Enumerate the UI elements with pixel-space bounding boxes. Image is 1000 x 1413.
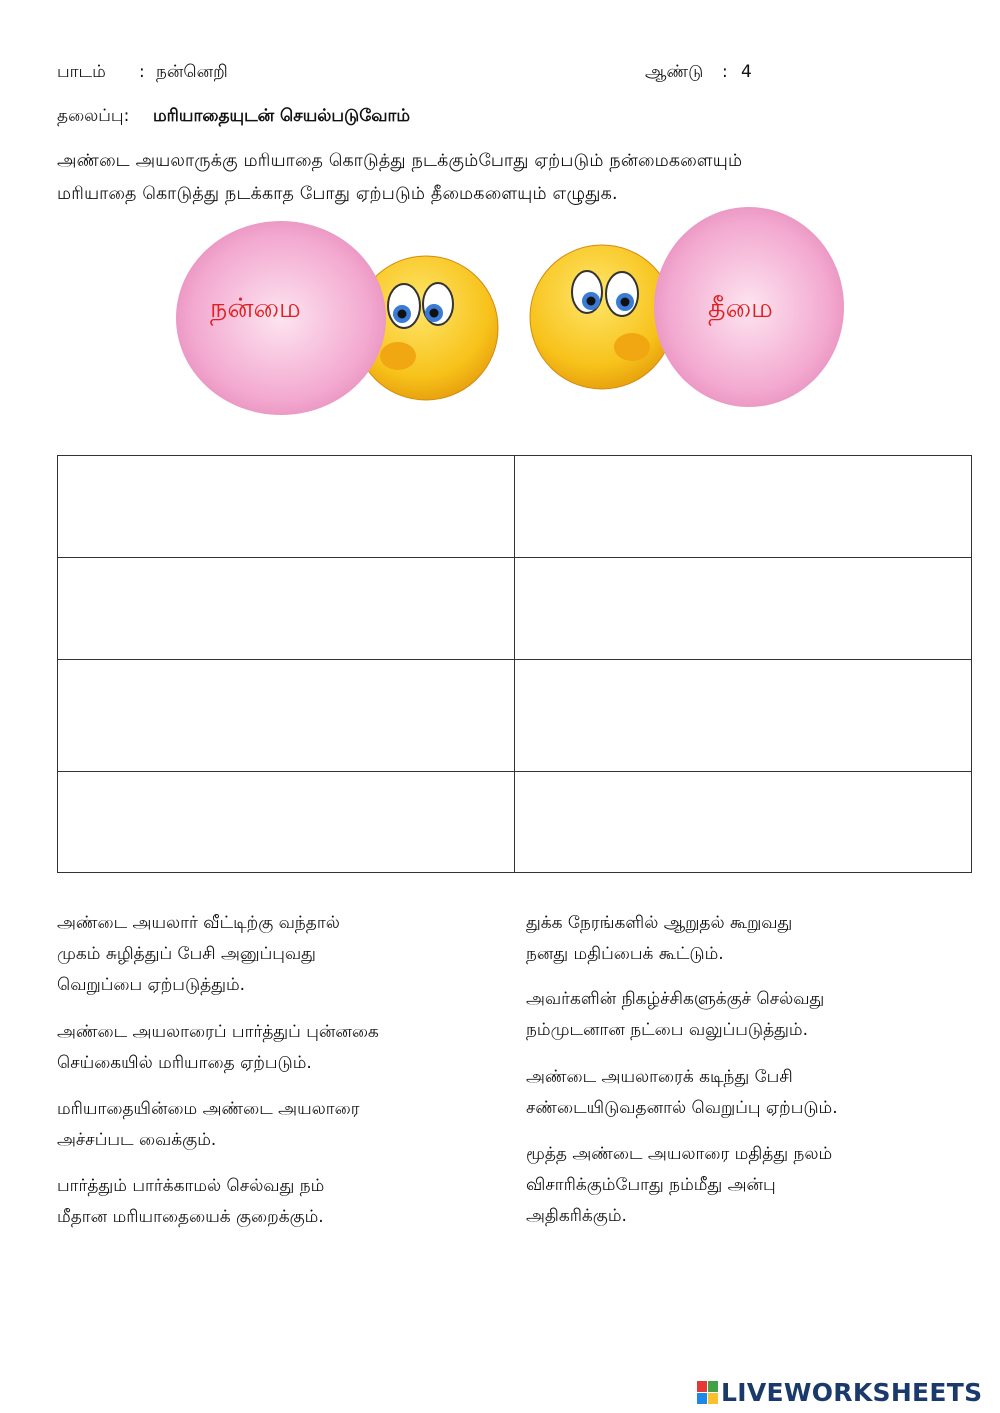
statement-card[interactable] (57, 908, 340, 1001)
statement-line: அதிகரிக்கும். (526, 1206, 627, 1226)
topic-label: தலைப்பு: (57, 106, 130, 126)
disadvantage-cell-3[interactable] (515, 660, 972, 772)
table-row (58, 558, 972, 660)
year-label: ஆண்டு (645, 62, 704, 82)
statement-line: அண்டை அயலார் வீட்டிற்கு வந்தால் (57, 913, 340, 933)
liveworksheets-wordmark: LIVEWORKSHEETS (721, 1378, 983, 1407)
advantage-cell-4[interactable] (58, 772, 515, 873)
liveworksheets-logo-icon (697, 1381, 719, 1405)
statement-line: சண்டையிடுவதனால் வெறுப்பு ஏற்படும். (526, 1098, 838, 1118)
table-row (58, 660, 972, 772)
statement-line: பார்த்தும் பார்க்காமல் செல்வது நம் (57, 1176, 325, 1196)
statement-line: விசாரிக்கும்போது நம்மீது அன்பு (526, 1175, 776, 1195)
disadvantage-cell-2[interactable] (515, 558, 972, 660)
disadvantage-label: தீமை (708, 293, 773, 324)
statement-card[interactable] (526, 1139, 832, 1232)
statement-line: அவர்களின் நிகழ்ச்சிகளுக்குச் செல்வது (526, 989, 825, 1009)
bubble-emoji-right-icon (527, 202, 845, 417)
statement-line: அண்டை அயலாரைப் பார்த்துப் புன்னகை (57, 1022, 379, 1042)
topic-title: மரியாதையுடன் செயல்படுவோம் (153, 106, 411, 126)
advantage-cell-3[interactable] (58, 660, 515, 772)
answer-table (57, 455, 972, 873)
advantage-cell-1[interactable] (58, 456, 515, 558)
advantage-cell-2[interactable] (58, 558, 515, 660)
statement-line: வெறுப்பை ஏற்படுத்தும். (57, 975, 246, 995)
statement-line: நம்முடனான நட்பை வலுப்படுத்தும். (526, 1020, 808, 1040)
table-row (58, 772, 972, 873)
instruction-line-2: மரியாதை கொடுத்து நடக்காத போது ஏற்படும் தீமைகளையும் எழுதுக. (57, 184, 618, 204)
statement-line: மீதான மரியாதையைக் குறைக்கும். (57, 1207, 324, 1227)
year-value: 4 (741, 62, 752, 82)
statement-card[interactable] (57, 1017, 379, 1079)
statement-line: அச்சப்பட வைக்கும். (57, 1130, 217, 1150)
disadvantage-illustration (527, 202, 845, 417)
statement-card[interactable] (526, 1062, 838, 1124)
statement-line: அண்டை அயலாரைக் கடிந்து பேசி (526, 1067, 793, 1087)
instruction-line-1: அண்டை அயலாருக்கு மரியாதை கொடுத்து நடக்கும்போது ஏற்படும் நன்மைகளையும் (57, 151, 743, 171)
liveworksheets-logo[interactable] (697, 1378, 982, 1407)
statement-line: செய்கையில் மரியாதை ஏற்படும். (57, 1053, 312, 1073)
disadvantage-cell-1[interactable] (515, 456, 972, 558)
table-row (58, 456, 972, 558)
statement-line: நனது மதிப்பைக் கூட்டும். (526, 944, 724, 964)
statement-line: மூத்த அண்டை அயலாரை மதித்து நலம் (526, 1144, 833, 1164)
statement-line: துக்க நேரங்களில் ஆறுதல் கூறுவது (526, 913, 793, 933)
subject-label: பாடம் (57, 62, 106, 82)
disadvantage-cell-4[interactable] (515, 772, 972, 873)
statement-card[interactable] (57, 1171, 324, 1233)
year-separator: : (722, 62, 728, 82)
statement-line: முகம் சுழித்துப் பேசி அனுப்புவது (57, 944, 316, 964)
statement-line: மரியாதையின்மை அண்டை அயலாரை (57, 1099, 360, 1119)
advantage-label: நன்மை (210, 293, 301, 324)
subject-separator: : (139, 62, 145, 82)
statement-card[interactable] (57, 1094, 360, 1156)
statement-card[interactable] (526, 984, 824, 1046)
statement-card[interactable] (526, 908, 792, 970)
subject-value: நன்னெறி (156, 62, 228, 82)
